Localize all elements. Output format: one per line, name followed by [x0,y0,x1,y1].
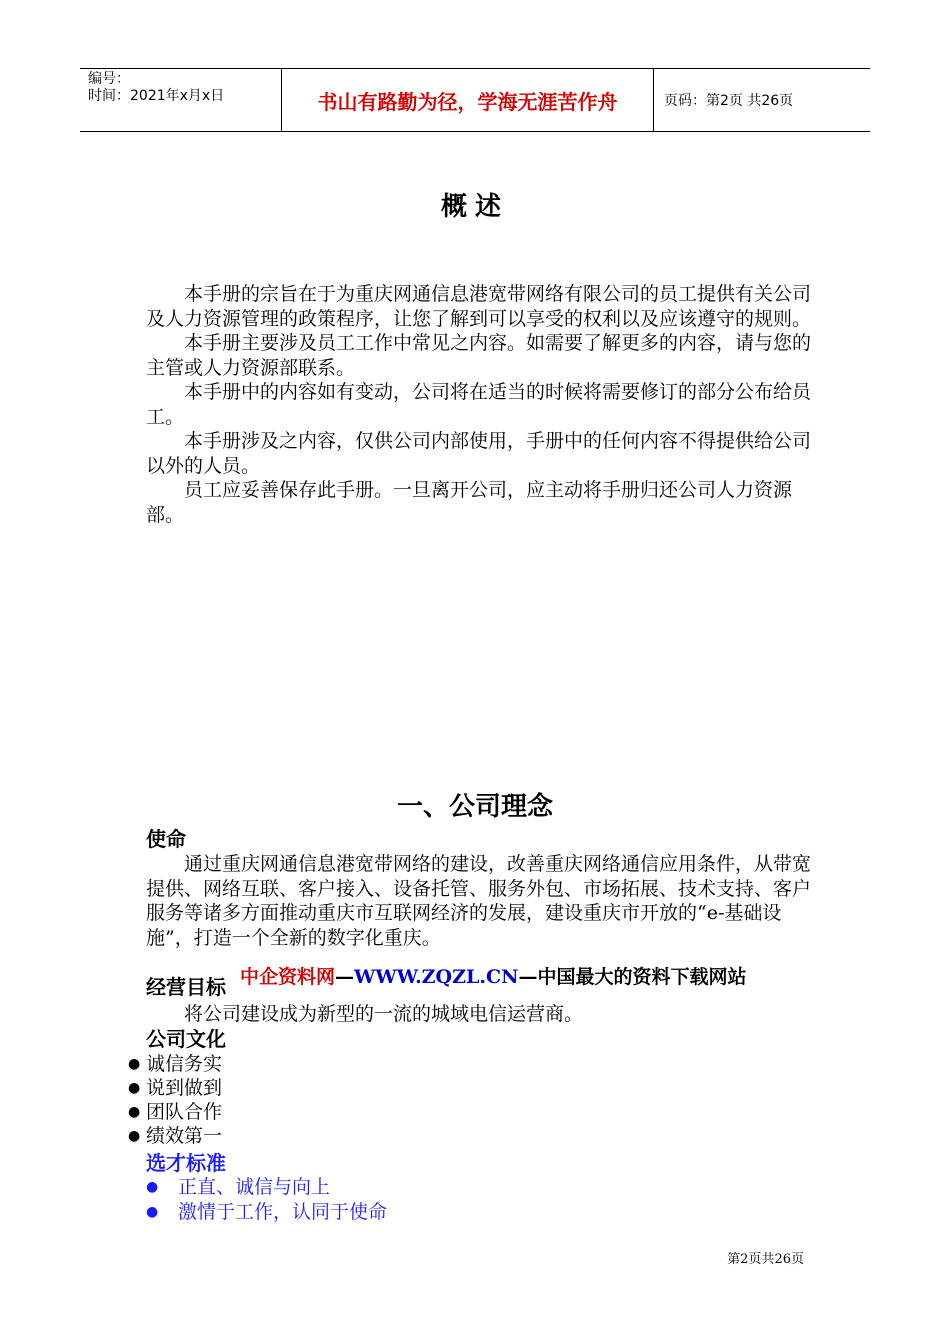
goal-heading: 经营目标 [146,975,226,999]
mission-block [146,826,826,950]
banner-url[interactable]: WWW.ZQZL.CN [354,966,519,988]
mission-text: 通过重庆网通信息港宽带网络的建设，改善重庆网络通信应用条件，从带宽提供、网络互联、客户接入、设备托管、服务外包、市场拓展、技术支持、客户服务等诸多方面推动重庆市互联网经济的发展，建设重庆市开放的“e-基础设施”，打造一个全新的数字化重庆。 [146,853,812,949]
section-title: 一、公司理念 [396,792,553,822]
talent-heading: 选才标准 [146,1151,226,1175]
banner-slogan: 中国最大的资料下载网站 [537,966,747,988]
page-header [80,68,870,132]
overview-paragraph: 员工应妥善保存此手册。一旦离开公司，应主动将手册归还公司人力资源部。 [146,479,793,526]
header-page-info: 页码：第2页 共26页 [664,93,794,109]
header-meta [80,69,282,131]
culture-item: 说到做到 [146,1077,223,1099]
overview-title: 概述 [440,192,509,222]
number-label: 编号： [88,71,130,87]
overview-paragraph: 本手册涉及之内容，仅供公司内部使用，手册中的任何内容不得提供给公司以外的人员。 [146,430,812,477]
watermark-banner [240,962,746,989]
list-item [128,1124,222,1148]
overview-body [146,282,826,527]
time-label: 时间：2021年x月x日 [88,88,225,104]
banner-dash: — [518,966,538,988]
goal-text-block [146,1002,826,1027]
bullet-icon: ● [128,1128,141,1144]
culture-item: 绩效第一 [146,1125,223,1147]
bullet-icon: ● [146,1179,159,1195]
list-item [128,1052,222,1076]
list-item [128,1076,222,1100]
culture-list [128,1052,222,1148]
goal-text: 将公司建设成为新型的一流的城域电信运营商。 [184,1003,584,1025]
bullet-icon: ● [146,1204,159,1220]
overview-paragraph: 本手册的宗旨在于为重庆网通信息港宽带网络有限公司的员工提供有关公司及人力资源管理的政策程序，让您了解到可以享受的权利以及应该遵守的规则。 [146,283,812,330]
bullet-icon: ● [128,1056,141,1072]
talent-list [146,1175,387,1225]
overview-paragraph: 本手册中的内容如有变动，公司将在适当的时候将需要修订的部分公布给员工。 [146,381,812,428]
bullet-icon: ● [128,1104,141,1120]
mission-heading: 使命 [146,827,186,851]
talent-item: 正直、诚信与向上 [178,1176,331,1198]
list-item [128,1100,222,1124]
culture-item: 团队合作 [146,1101,223,1123]
culture-heading: 公司文化 [146,1027,226,1051]
overview-paragraph: 本手册主要涉及员工工作中常见之内容。如需要了解更多的内容，请与您的主管或人力资源部联系。 [146,332,812,379]
page-footer: 第2页共26页 [727,1252,804,1267]
header-motto: 书山有路勤为径，学海无涯苦作舟 [282,69,654,131]
banner-dash: — [335,966,355,988]
list-item [146,1175,387,1200]
culture-item: 诚信务实 [146,1053,223,1075]
talent-item: 激情于工作，认同于使命 [178,1201,388,1223]
bullet-icon: ● [128,1080,141,1096]
list-item [146,1200,387,1225]
banner-site-name: 中企资料网 [240,966,336,988]
